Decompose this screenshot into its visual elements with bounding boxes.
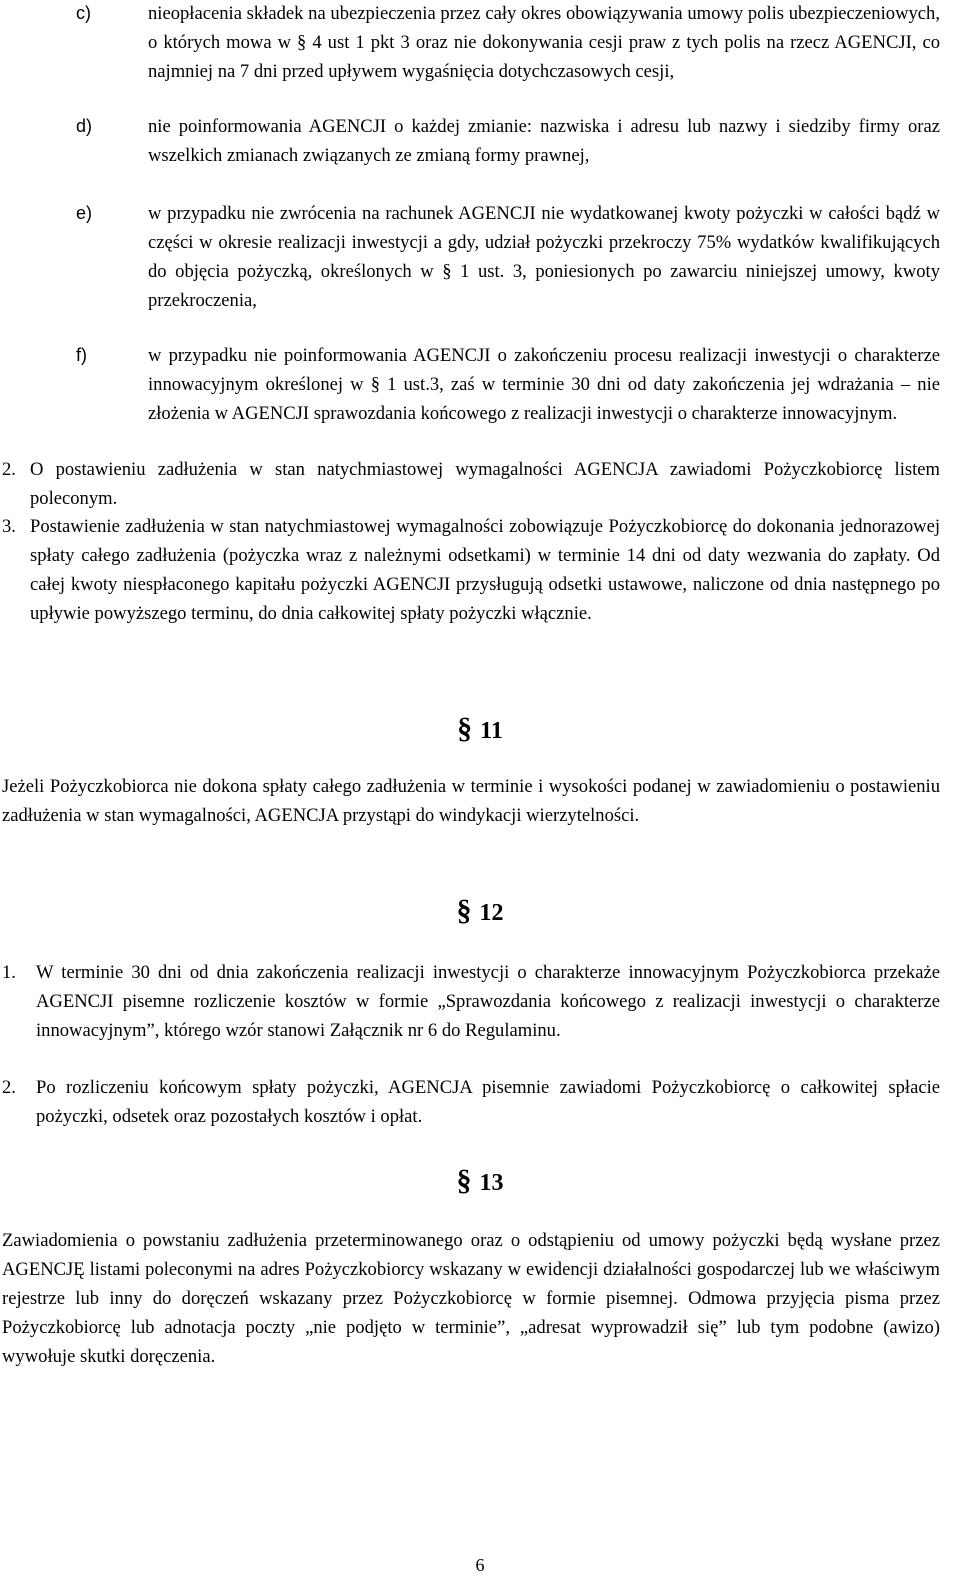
point-number: 3.: [2, 516, 16, 537]
list-label: d): [76, 116, 93, 136]
list-item-f: [0, 341, 960, 459]
point-2: [0, 455, 960, 515]
section-sign: §: [456, 1164, 472, 1197]
list-text: nieopłacenia składek na ubezpieczenia przez cały okres obowiązywania umowy polis ubezpieczeniowych, o których mowa w § 4 ust 1 pkt 3 oraz nie dokonywania cesji praw z tych polis na rzecz AGENCJI, co najmniej na 7 dni przed upływem wygaśnięcia dotychczasowych cesji,: [148, 3, 940, 82]
item-number: 2.: [2, 1077, 16, 1098]
page-number: 6: [475, 1555, 485, 1575]
section-12-heading: [0, 896, 960, 928]
item-number: 1.: [2, 962, 16, 983]
list-label: f): [76, 345, 87, 365]
point-3: [0, 512, 960, 692]
section-number: 13: [479, 1170, 504, 1196]
list-item-c: [0, 0, 960, 116]
list-item-e: [0, 199, 960, 345]
section-number: 11: [480, 718, 503, 744]
section-12-item-1: [0, 958, 960, 1076]
item-text: W terminie 30 dni od dnia zakończenia realizacji inwestycji o charakterze innowacyjnym Pożyczkobiorca przekaże AGENCJI pisemne rozliczenie kosztów w formie „Sprawozdania końcowego z realizacji inwestycji o charakterze innowacyjnym”, którego wzór stanowi Załącznik nr 6 do Regulaminu.: [36, 962, 940, 1041]
list-text: w przypadku nie poinformowania AGENCJI o zakończeniu procesu realizacji inwestycji o charakterze innowacyjnym określonej w § 1 ust.3, zaś w terminie 30 dni od daty zakończenia jej wdrażania – nie złożenia w AGENCJI sprawozdania końcowego z realizacji inwestycji o charakterze innowacyjnym.: [148, 345, 940, 424]
section-11-paragraph: Jeżeli Pożyczkobiorca nie dokona spłaty całego zadłużenia w terminie i wysokości podanej w zawiadomieniu o postawieniu zadłużenia w stan wymagalności, AGENCJA przystąpi do windykacji wierzytelności.: [2, 776, 940, 826]
list-text: nie poinformowania AGENCJI o każdej zmianie: nazwiska i adresu lub nazwy i siedziby firmy oraz wszelkich zmianach związanych ze zmianą formy prawnej,: [148, 116, 940, 166]
item-text: Po rozliczeniu końcowym spłaty pożyczki, AGENCJA pisemnie zawiadomi Pożyczkobiorcę o całkowitej spłacie pożyczki, odsetek oraz pozostałych kosztów i opłat.: [36, 1077, 940, 1127]
section-sign: §: [457, 712, 473, 745]
section-12-item-2: [0, 1073, 960, 1133]
section-11-heading: [0, 714, 960, 746]
section-13-heading: [0, 1166, 960, 1198]
point-text: O postawieniu zadłużenia w stan natychmiastowej wymagalności AGENCJA zawiadomi Pożyczkobiorcę listem poleconym.: [30, 459, 940, 509]
list-text: w przypadku nie zwrócenia na rachunek AGENCJI nie wydatkowanej kwoty pożyczki w całości bądź w części w okresie realizacji inwestycji a gdy, udział pożyczki przekroczy 75% wydatków kwalifikujących do objęcia pożyczką, określonych w § 1 ust. 3, poniesionych po zawarciu niniejszej umowy, kwoty przekroczenia,: [148, 203, 940, 311]
point-number: 2.: [2, 459, 16, 480]
section-13-paragraph: Zawiadomienia o powstaniu zadłużenia przeterminowanego oraz o odstąpieniu od umowy pożyczki będą wysłane przez AGENCJĘ listami poleconymi na adres Pożyczkobiorcy wskazany w ewidencji działalności gospodarczej lub we właściwym rejestrze lub inny do doręczeń wskazany przez Pożyczkobiorcę w formie pisemnej. Odmowa przyjęcia pisma przez Pożyczkobiorcę lub adnotacja poczty „nie podjęto w terminie”, „adresat wyprowadził się” lub tym podobne (awizo) wywołuje skutki doręczenia.: [2, 1230, 940, 1367]
point-text: Postawienie zadłużenia w stan natychmiastowej wymagalności zobowiązuje Pożyczkobiorcę do dokonania jednorazowej spłaty całego zadłużenia (pożyczka wraz z należnymi odsetkami) w terminie 14 dni od daty wezwania do zapłaty. Od całej kwoty niespłaconego kapitału pożyczki AGENCJI przysługują odsetki ustawowe, naliczone od dnia następnego po upływie powyższego terminu, do dnia całkowitej spłaty pożyczki włącznie.: [30, 516, 940, 624]
list-item-d: [0, 112, 960, 202]
list-label: e): [76, 203, 93, 223]
list-label: c): [76, 3, 91, 23]
section-number: 12: [479, 900, 504, 926]
section-sign: §: [456, 894, 472, 927]
